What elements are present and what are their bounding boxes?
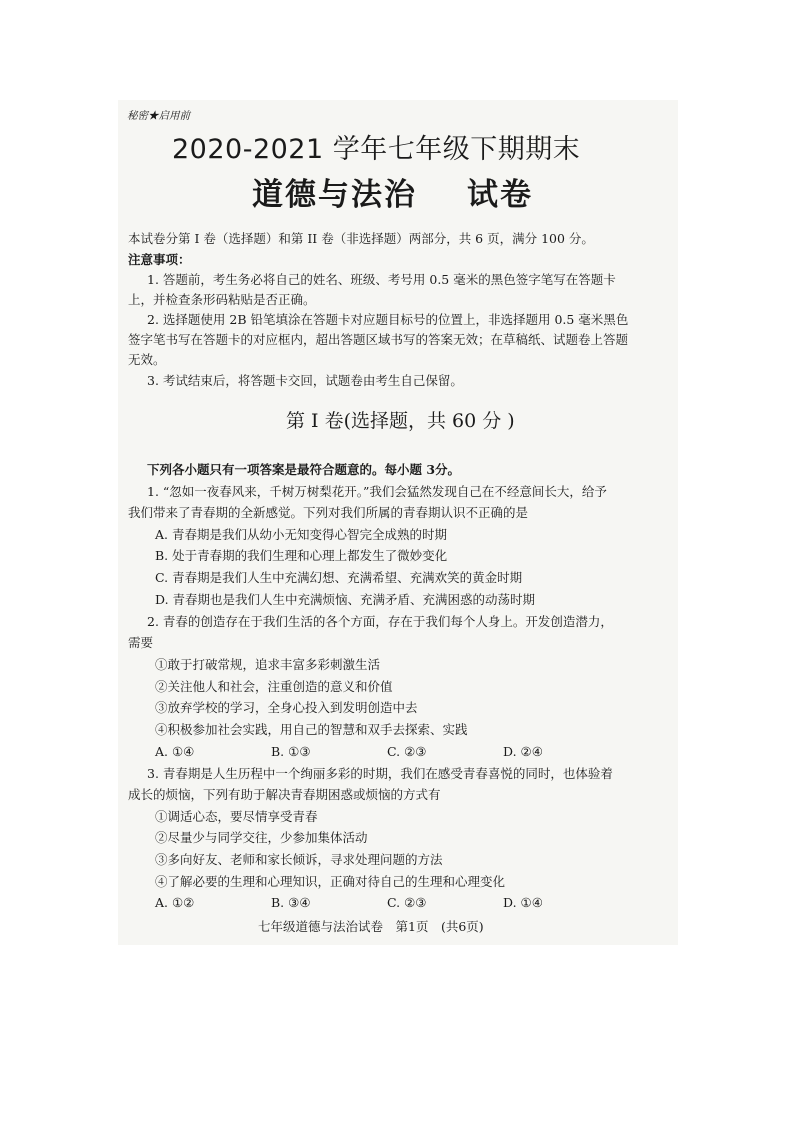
q3-option-c: C. ②③ <box>387 895 427 910</box>
q2-stem-line-1: 2. 青春的创造存在于我们生活的各个方面，存在于我们每个人身上。开发创造潜力， <box>147 614 613 629</box>
q3-stem-line-2: 成长的烦恼，下列有助于解决青春期困惑或烦恼的方式有 <box>128 787 441 802</box>
q3-item-1: ①调适心态，要尽情享受青春 <box>155 809 318 824</box>
question-instruction: 下列各小题只有一项答案是最符合题意的。每小题 3分。 <box>147 462 461 477</box>
notice-1-line-1: 1. 答题前，考生务必将自己的姓名、班级、考号用 0.5 毫米的黑色签字笔写在答题卡 <box>147 272 616 287</box>
notice-2-line-2: 签字笔书写在答题卡的对应框内，超出答题区域书写的答案无效；在草稿纸、试题卷上答题 <box>128 332 629 347</box>
q2-option-c: C. ②③ <box>387 744 427 759</box>
exam-title-paper: 试卷 <box>467 177 533 213</box>
q2-option-d: D. ②④ <box>503 744 543 759</box>
q2-item-4: ④积极参加社会实践，用自己的智慧和双手去探索、实践 <box>155 722 468 737</box>
q3-stem-line-1: 3. 青春期是人生历程中一个绚丽多彩的时期，我们在感受青春喜悦的同时，也体验着 <box>147 766 613 781</box>
q3-item-3: ③多向好友、老师和家长倾诉，寻求处理问题的方法 <box>155 852 443 867</box>
q2-item-1: ①敢于打破常规，追求丰富多彩刺激生活 <box>155 657 381 672</box>
q3-option-a: A. ①② <box>155 895 195 910</box>
notice-1-line-2: 上，并检查条形码粘贴是否正确。 <box>128 292 316 307</box>
section-title: 第 I 卷(选择题，共 60 分 ) <box>286 410 515 432</box>
q1-option-d: D. 青春期也是我们人生中充满烦恼、充满矛盾、充满困惑的动荡时期 <box>155 592 536 607</box>
exam-title-subject: 道德与法治 <box>252 177 417 213</box>
exam-title-year: 2020-2021 学年七年级下期期末 <box>172 134 581 165</box>
secret-label: 秘密★启用前 <box>127 110 190 122</box>
q1-stem-line-2: 我们带来了青春期的全新感觉。下列对我们所属的青春期认识不正确的是 <box>128 505 529 520</box>
q3-option-b: B. ③④ <box>271 895 311 910</box>
page-footer: 七年级道德与法治试卷 第1页 (共6页) <box>258 919 484 934</box>
q1-option-c: C. 青春期是我们人生中充满幻想、充满希望、充满欢笑的黄金时期 <box>155 570 523 585</box>
q2-stem-line-2: 需要 <box>128 635 154 650</box>
q2-item-2: ②关注他人和社会，注重创造的意义和价值 <box>155 679 393 694</box>
q2-item-3: ③放弃学校的学习，全身心投入到发明创造中去 <box>155 700 418 715</box>
notice-heading: 注意事项： <box>128 252 191 267</box>
q1-stem-line-1: 1. “忽如一夜春风来，千树万树梨花开。”我们会猛然发现自己在不经意间长大，给予 <box>147 484 607 499</box>
q3-item-4: ④了解必要的生理和心理知识，正确对待自己的生理和心理变化 <box>155 874 506 889</box>
q3-option-d: D. ①④ <box>503 895 543 910</box>
q1-option-b: B. 处于青春期的我们生理和心理上都发生了微妙变化 <box>155 548 448 563</box>
q3-item-2: ②尽量少与同学交往，少参加集体活动 <box>155 830 368 845</box>
q2-option-b: B. ①③ <box>271 744 311 759</box>
notice-3: 3. 考试结束后，将答题卡交回，试题卷由考生自己保留。 <box>147 373 463 388</box>
notice-2-line-1: 2. 选择题使用 2B 铅笔填涂在答题卡对应题目标号的位置上，非选择题用 0.5 毫米黑色 <box>147 312 629 327</box>
exam-summary: 本试卷分第 I 卷（选择题）和第 II 卷（非选择题）两部分，共 6 页，满分 100 分。 <box>128 231 594 246</box>
q1-option-a: A. 青春期是我们从幼小无知变得心智完全成熟的时期 <box>155 527 447 542</box>
notice-2-line-3: 无效。 <box>128 352 166 367</box>
q2-option-a: A. ①④ <box>155 744 195 759</box>
